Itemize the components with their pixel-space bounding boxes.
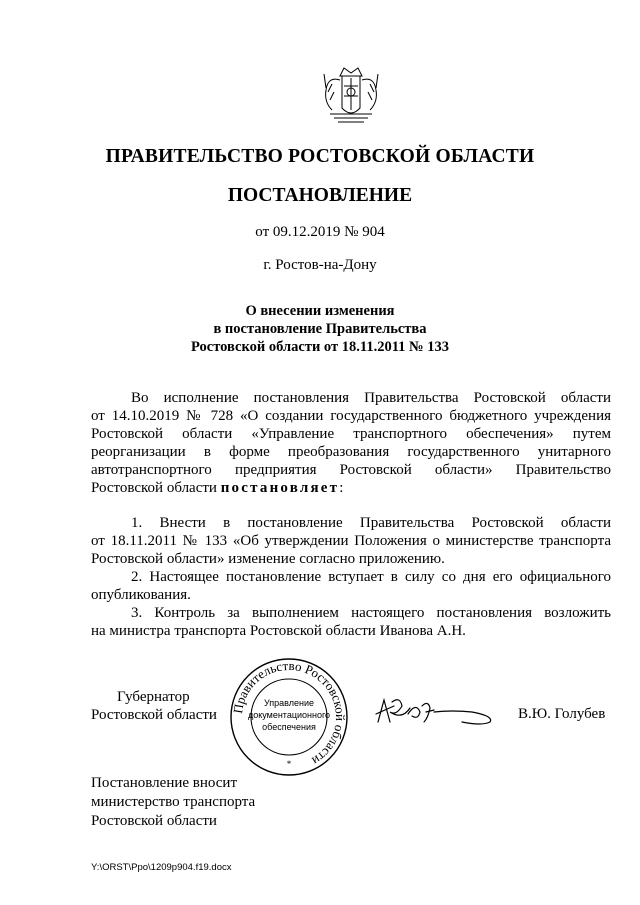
contributor-line: Постановление вносит [91, 775, 238, 791]
preamble-text: Ростовской области [91, 480, 221, 496]
position-line: Ростовской области [91, 707, 217, 723]
date-number: от 09.12.2019 № 904 [255, 224, 385, 240]
position-line: Губернатор [117, 689, 190, 705]
preamble-line: реорганизации в форме преобразования государственного унитарного [91, 444, 611, 460]
preamble-line [91, 479, 611, 497]
preamble-line: автотранспортного предприятия Ростовской области» Правительство [91, 462, 611, 478]
subject-line-3: Ростовской области от 18.11.2011 № 133 [191, 339, 449, 355]
preamble-paragraph [91, 389, 611, 497]
item-line: от 18.11.2011 № 133 «Об утверждении Положения о министерстве транспорта [91, 533, 611, 549]
item-line: 3. Контроль за выполнением настоящего постановления возложить [131, 605, 611, 621]
subject-heading [0, 302, 640, 356]
preamble-line: Во исполнение постановления Правительства Ростовской области [131, 390, 611, 406]
item-line: 1. Внести в постановление Правительства Ростовской области [131, 515, 611, 531]
item-3 [91, 604, 611, 640]
seal-star-icon: * [286, 759, 292, 769]
official-seal [228, 656, 350, 778]
seal-center-line-2: документационного [247, 710, 331, 720]
government-title: ПРАВИТЕЛЬСТВО РОСТОВСКОЙ ОБЛАСТИ [105, 146, 535, 167]
resolves-word: постановляет [220, 480, 340, 496]
item-line: 2. Настоящее постановление вступает в силу со дня его официального [131, 569, 611, 585]
seal-ring-text: Правительство Ростовской области [230, 657, 349, 769]
preamble-line: от 14.10.2019 № 728 «О создании государственного бюджетного учреждения [91, 408, 611, 424]
item-line: опубликования. [91, 587, 191, 603]
file-path-footer: Y:\ORST\Ppo\1209p904.f19.docx [91, 862, 232, 873]
item-2 [91, 568, 611, 604]
contributor-line: министерство транспорта [91, 794, 256, 810]
item-line: Ростовской области» изменение согласно приложению. [91, 551, 445, 567]
signatory-position [117, 688, 190, 706]
handwritten-signature [372, 692, 502, 732]
preamble-line: Ростовской области «Управление транспортного обеспечения» путем [91, 426, 611, 442]
colon: : [339, 480, 344, 496]
item-1 [91, 514, 611, 568]
coat-of-arms-emblem [318, 62, 384, 128]
subject-line-2: в постановление Правительства [213, 321, 427, 337]
document-type: ПОСТАНОВЛЕНИЕ [227, 185, 413, 206]
contributor-block [91, 774, 255, 831]
seal-center-line-1: Управление [263, 698, 315, 708]
city: г. Ростов-на-Дону [263, 257, 377, 273]
seal-center-line-3: обеспечения [262, 722, 316, 732]
item-line: на министра транспорта Ростовской области Иванова А.Н. [91, 623, 466, 639]
signatory-position-2 [91, 706, 217, 724]
signatory-name: В.Ю. Голубев [518, 706, 606, 722]
contributor-line: Ростовской области [91, 813, 217, 829]
subject-line-1: О внесении изменения [245, 303, 395, 319]
